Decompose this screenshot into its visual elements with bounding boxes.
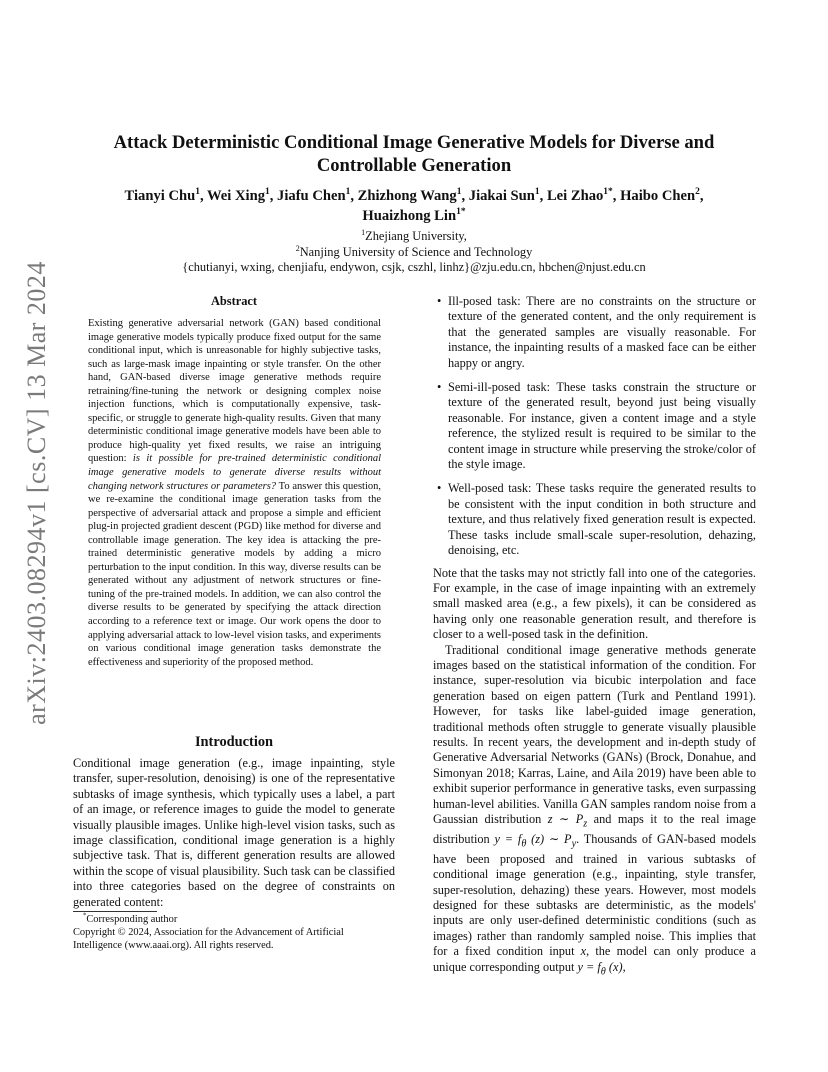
author-affiliation-mark: 1* [456, 207, 466, 218]
author-affiliation-mark: 1 [265, 187, 270, 198]
author-name: Huaizhong Lin [362, 208, 457, 224]
abstract-heading: Abstract [210, 294, 258, 308]
author-name: Lei Zhao [546, 188, 604, 204]
author-name: Wei Xing [207, 188, 265, 204]
list-item: • Well-posed task: These tasks require the generated results to be consistent with the input condition in both structure and texture, and thus relatively fixed generation result is expected. These tasks include small-scale super-resolution, dehazing, denoising, etc. [437, 481, 756, 558]
author-affiliation-mark: 1 [456, 187, 462, 198]
paragraph-traditional-methods: Traditional conditional image generative methods generate images based on the statistical information of the condition. For instance, super-resolution via bicubic interpolation and face generation based on eigen pattern (Turk and Pentland 1991). However, for tasks like label-guided image generation, traditional methods often struggle to generate visually plausible results. In recent years, the development and in-depth study of Generative Adversarial Networks (GANs) (Brock, Donahue, and Simonyan 2018; Karras, Laine, and Aila 2019) have been able to exhibit superior performance in generative tasks, even surpassing human-level abilities. Vanilla GAN samples random noise from a Gaussian distribution z ∼ $P_z$ and maps it to the real image distribution $y = f_\theta$ (z) ∼ $P_y$. Thousands of GAN-based models have been proposed and trained in various subtasks of conditional image generation (e.g., inpainting, style transfer, super-resolution, dehazing) these years. However, most models designed for these subtasks are deterministic, as the models' inputs are only user-defined deterministic conditions (such as images) rather than randomly sampled noise. This implies that for a fixed condition input x, the model can only produce a unique corresponding output $y = f_\theta$ (x), [433, 642, 757, 978]
author-affiliation-mark: 1 [195, 187, 200, 198]
affiliation-2: $^2$Nanjing University of Science and Technology [295, 243, 533, 259]
author-affiliation-mark: 2 [695, 187, 700, 198]
introduction-paragraph: Conditional image generation (e.g., image inpainting, style transfer, super-resolution, denoising) is one of the representative subtasks of image synthesis, which typically uses a label, a part of an image, or reference images to guide the model to generate visually plausible images. Unlike high-level vision tasks, such as image classification, conditional image generation is a highly subjective task. That is, different generation results are allowed within the scope of visual plausibility. Such task can be classified into three categories based on the degree of constraints on generated content: [73, 756, 395, 909]
list-item: • Ill-posed task: There are no constraints on the structure or texture of the generated content, and the only requirement is that the generated samples are visually reasonable. For instance, the inpainting results of a masked face can be either happy or angry. [437, 294, 756, 370]
author-name: Jiafu Chen [277, 188, 346, 204]
author-affiliation-mark: 1 [345, 187, 351, 198]
affiliation-1: $^1$Zhejiang University, [361, 227, 467, 243]
paper-title: Attack Deterministic Conditional Image Generative Models for Diverse and Controllable Generation [113, 132, 715, 176]
author-affiliation-mark: 1 [534, 187, 540, 198]
author-list: Tianyi Chu$^1$, Wei Xing$^1$, Jiafu Chen$^1$, Zhizhong Wang$^1$, Jiakai Sun$^1$, Lei Zhao$^{1*}$, Haibo Chen$^2$, Huaizhong Lin$^{1*}$ [124, 187, 704, 224]
copyright-line-2: Intelligence (www.aaai.org). All rights reserved. [73, 939, 274, 951]
bullet-icon: • [437, 294, 442, 308]
list-item: • Semi-ill-posed task: These tasks constrain the structure or texture of the generated result, beyond just being visually reasonable. For instance, given a content image and a style reference, the stylized result is required to be similar to the content image in structure while preserving the stroke/color of the style image. [437, 380, 756, 472]
bullet-icon: • [437, 481, 442, 496]
bullet-icon: • [437, 380, 442, 395]
author-name: Jiakai Sun [468, 188, 535, 204]
author-affiliation-mark: 1* [603, 187, 613, 198]
task-category-list [433, 294, 756, 559]
footnotes [73, 914, 395, 952]
arxiv-stamp: arXiv:2403.08294v1 [cs.CV] 13 Mar 2024 [22, 261, 51, 725]
author-name: Zhizhong Wang [357, 188, 457, 204]
corresponding-footnote: *Corresponding author [83, 912, 178, 925]
right-column [433, 294, 756, 979]
abstract-body: Existing generative adversarial network (GAN) based conditional image generative models typically produce fixed output for the same conditional input, which is unreasonable for highly subjective tasks, such as large-mask image inpainting or style transfer. On the other hand, GAN-based diverse image generative methods require retraining/fine-tuning the network or designing complex noise injection functions, which is computationally expensive, task-specific, or struggle to generate high-quality results. Given that many deterministic conditional image generative models have been able to produce high-quality yet fixed results, we raise an intriguing question: is it possible for pre-trained deterministic conditional image generative models to generate diverse results without changing network structures or parameters? To answer this question, we re-examine the conditional image generation tasks from the perspective of adversarial attack and propose a simple and efficient plug-in projected gradient descent (PGD) like method for diverse and controllable image generation. The key idea is attacking the pre-trained deterministic generative models by adding a micro perturbation to the input condition. In this way, diverse results can be generated without any adjustment of network structures or fine-tuning of the pre-trained models. In addition, we can also control the diverse results to be generated by specifying the attack direction according to a reference text or image. Our work opens the door to applying adversarial attack to low-level vision tasks, and experiments on various conditional image generation tasks demonstrate the effectiveness and superiority of the proposed method. [88, 318, 382, 668]
introduction-heading: Introduction [194, 734, 274, 750]
author-emails: {chutianyi, wxing, chenjiafu, endywon, csjk, cszhl, linhz}@zju.edu.cn, hbchen@njust.edu.cn [182, 260, 646, 274]
author-name: Haibo Chen [620, 188, 696, 204]
author-name: Tianyi Chu [124, 188, 196, 204]
paragraph-task-note: Note that the tasks may not strictly fall into one of the categories. For example, in the case of image inpainting with an extremely small masked area (e.g., a few pixels), it can be considered as having only one reasonable generation result, and therefore is closer to a well-posed task in the definition. [433, 565, 756, 642]
affiliations [70, 229, 758, 276]
copyright-line-1: Copyright © 2024, Association for the Advancement of Artificial [73, 926, 344, 938]
